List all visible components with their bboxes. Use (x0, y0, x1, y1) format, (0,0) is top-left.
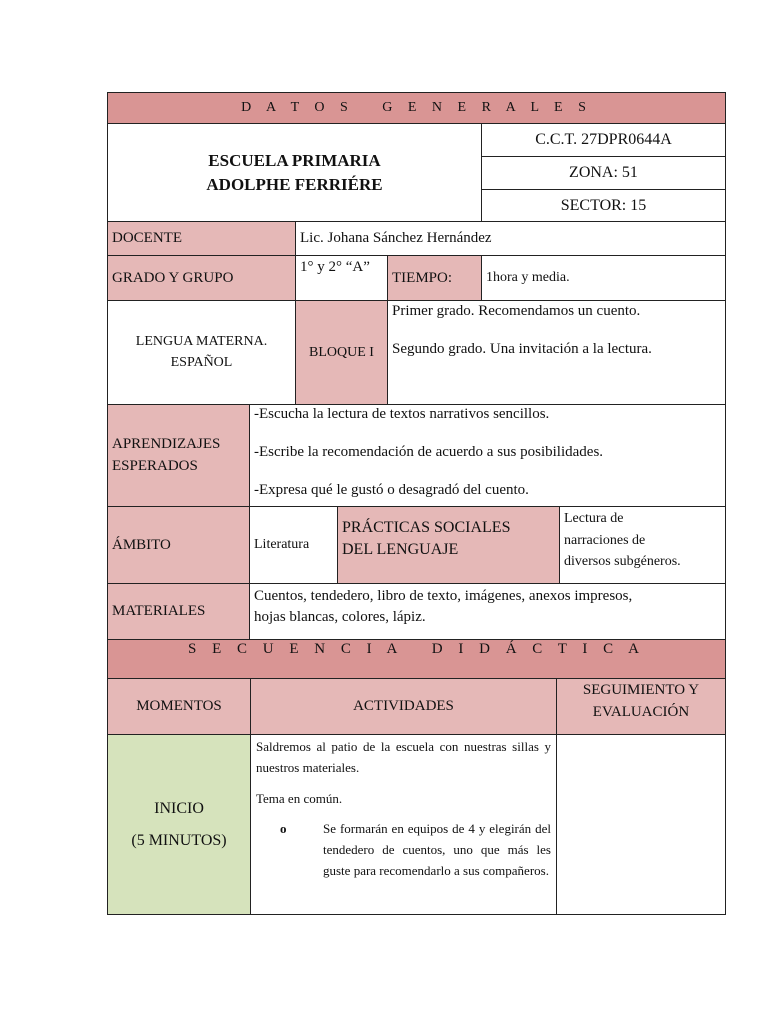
aprendizajes-label-cell (107, 404, 250, 507)
inicio-actividades-cell (250, 734, 557, 915)
lectura-line2: narraciones de (564, 532, 646, 548)
practicas-line2: DEL LENGUAJE (342, 541, 459, 559)
seguimiento-header-line1: SEGUIMIENTO Y (582, 682, 700, 698)
docente-value: Lic. Johana Sánchez Hernández (300, 230, 492, 246)
seguimiento-header-line2: EVALUACIÓN (592, 703, 690, 720)
materia-line2: ESPAÑOL (170, 354, 233, 370)
tiempo-value: 1hora y media. (486, 270, 570, 285)
aprendizaje-item: -Expresa qué le gustó o desagradó del cuento. (254, 481, 529, 498)
sector-value: SECTOR: 15 (560, 196, 647, 214)
datos-generales-title: D A T O S G E N E R A L E S (241, 100, 592, 115)
school-name-line1: ESCUELA PRIMARIA (208, 150, 381, 170)
momentos-header (107, 678, 251, 735)
grado-label: GRADO Y GRUPO (112, 269, 234, 286)
tiempo-label: TIEMPO: (392, 269, 452, 286)
materiales-label-cell (107, 583, 250, 640)
inicio-duration: (5 MINUTOS) (131, 831, 227, 849)
practicas-line1: PRÁCTICAS SOCIALES (342, 519, 511, 536)
grado-value: 1° y 2° “A” (300, 259, 370, 275)
practicas-cell (337, 506, 560, 584)
materiales-line2: hojas blancas, colores, lápiz. (254, 609, 426, 625)
school-name-line2: ADOLPHE FERRIÉRE (206, 174, 383, 194)
aprendizaje-item: -Escribe la recomendación de acuerdo a sus posibilidades. (254, 443, 604, 460)
docente-label: DOCENTE (112, 230, 182, 246)
grado-label-cell (107, 255, 296, 301)
ambito-value: Literatura (254, 537, 310, 552)
lectura-line1: Lectura de (564, 511, 624, 526)
school-name-cell (107, 123, 482, 222)
bloque-label: BLOQUE I (309, 344, 374, 360)
inicio-cell (107, 734, 251, 915)
zona-value: ZONA: 51 (569, 164, 638, 181)
materia-line1: LENGUA MATERNA. (135, 334, 268, 350)
aprendizajes-label-line1: APRENDIZAJES (112, 435, 221, 452)
tiempo-label-cell (387, 255, 482, 301)
ambito-label: ÁMBITO (112, 536, 171, 553)
segundo-grado-text: Segundo grado. Una invitación a la lectura. (392, 340, 652, 357)
datos-generales-header (107, 92, 726, 124)
seguimiento-header (556, 678, 726, 735)
secuencia-header (107, 639, 726, 679)
primer-grado-text: Primer grado. Recomendamos un cuento. (392, 303, 641, 319)
aprendizaje-item: -Escucha la lectura de textos narrativos sencillos. (254, 406, 550, 422)
inicio-bullet-text: Se formarán en equipos de 4 y elegirán del tendedero de cuentos, uno que más les guste para recomendarlo a sus compañeros. (323, 821, 551, 878)
materiales-label: MATERIALES (112, 603, 206, 619)
zona-cell (481, 156, 726, 190)
cct-value: C.C.T. 27DPR0644A (535, 131, 672, 148)
bullet-marker: o (280, 821, 287, 837)
materiales-content-cell (249, 583, 726, 640)
aprendizajes-label-line2: ESPERADOS (112, 457, 198, 474)
sector-cell (481, 189, 726, 222)
docente-value-cell (295, 221, 726, 256)
inicio-paragraph-1: Saldremos al patio de la escuela con nuestras sillas y nuestros materiales. (256, 739, 551, 775)
grado-value-cell (295, 255, 388, 301)
inicio-seguimiento-cell (556, 734, 726, 915)
momentos-header-label: MOMENTOS (136, 698, 222, 714)
ambito-label-cell (107, 506, 250, 584)
inicio-label: INICIO (154, 799, 204, 817)
docente-label-cell (107, 221, 296, 256)
bloque-content-cell (387, 300, 726, 405)
materiales-line1: Cuentos, tendedero, libro de texto, imágenes, anexos impresos, (254, 588, 633, 604)
inicio-bullet-item (256, 819, 551, 881)
lectura-cell (559, 506, 726, 584)
tiempo-value-cell (481, 255, 726, 301)
aprendizajes-content-cell (249, 404, 726, 507)
bloque-cell (295, 300, 388, 405)
actividades-header-label: ACTIVIDADES (353, 698, 454, 714)
cct-cell (481, 123, 726, 157)
lectura-line3: diversos subgéneros. (564, 554, 681, 570)
actividades-header (250, 678, 557, 735)
materia-cell (107, 300, 296, 405)
secuencia-title: S E C U E N C I A D I D Á C T I C A (188, 641, 645, 657)
ambito-value-cell (249, 506, 338, 584)
inicio-paragraph-2: Tema en común. (256, 790, 343, 806)
